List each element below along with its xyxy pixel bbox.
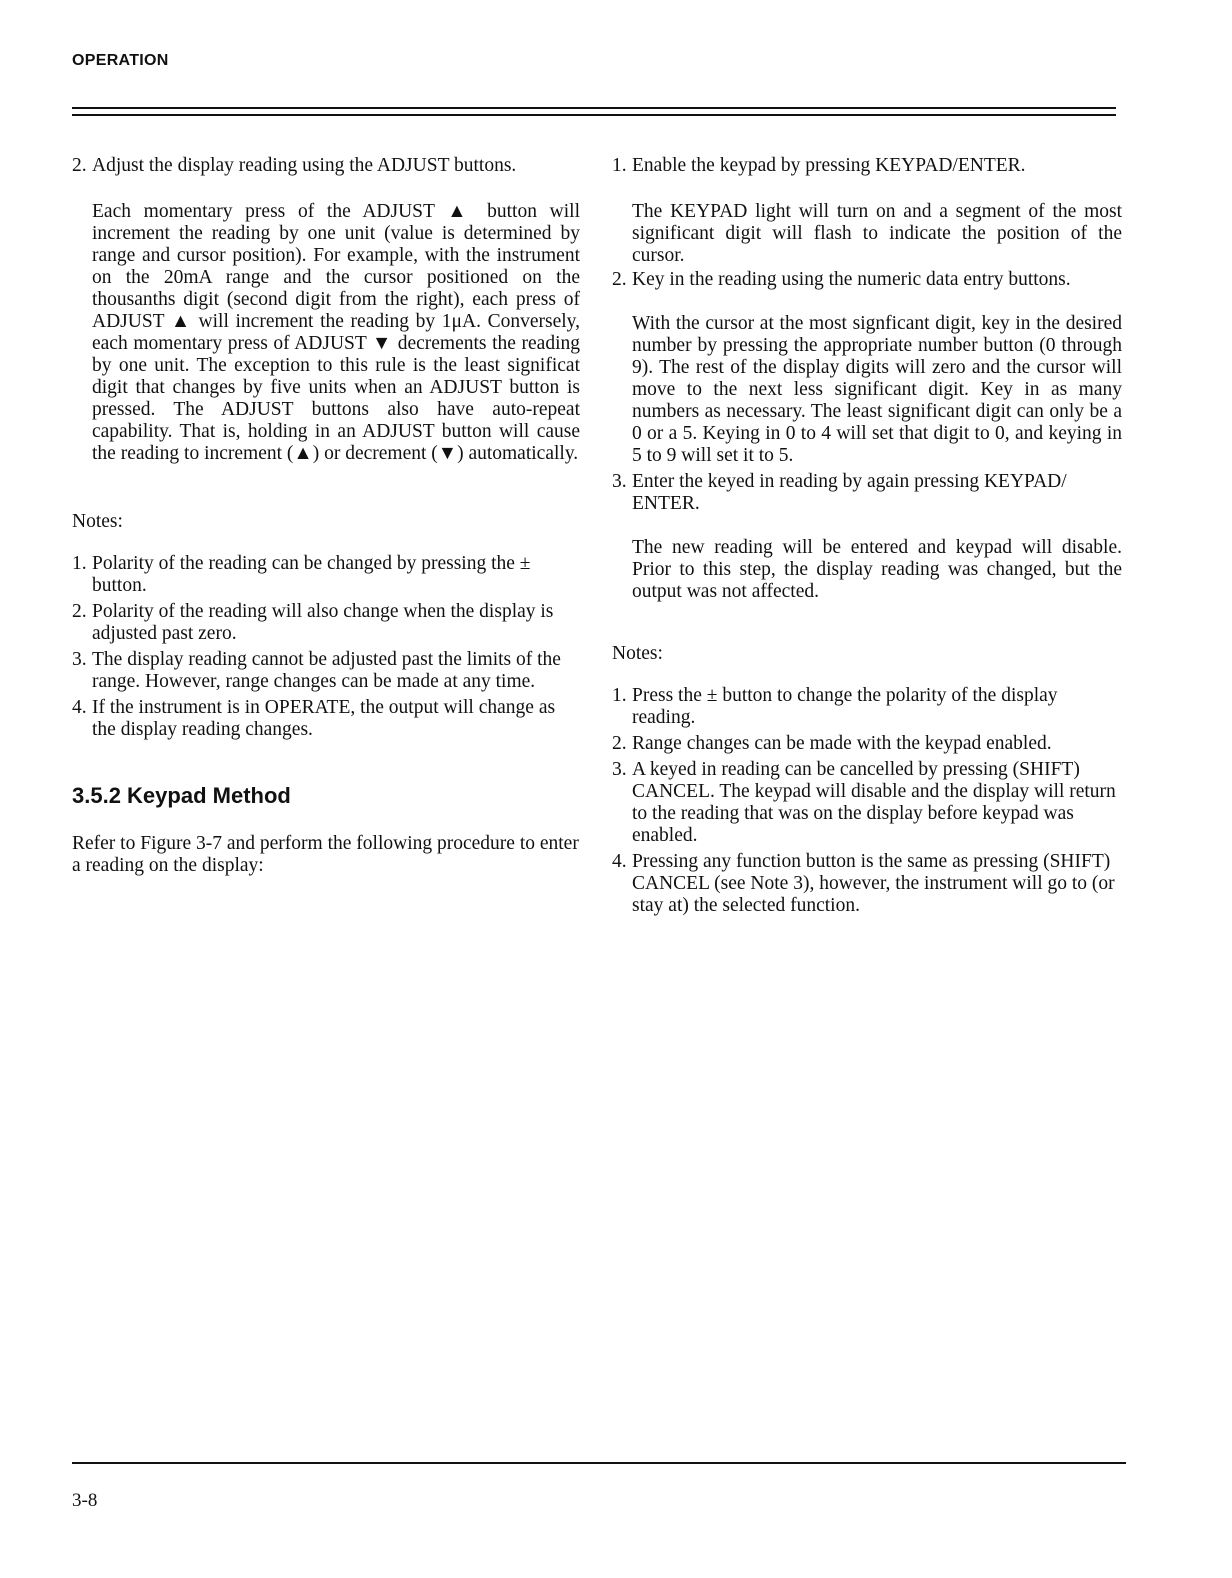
right-step-3 [612, 471, 1122, 515]
note-text: Polarity of the reading will also change when the display is adjusted past zero. [92, 601, 554, 644]
note-number: 4. [612, 851, 627, 872]
left-note-1 [72, 553, 580, 597]
step-text: Adjust the display reading using the ADJUST buttons. [92, 155, 517, 176]
left-notes-list [72, 553, 580, 741]
left-column [72, 155, 580, 877]
right-notes-list [612, 685, 1122, 917]
right-step-1-body: The KEYPAD light will turn on and a segment of the most significant digit will flash to indicate the position of the cursor. [632, 201, 1122, 266]
right-step-1 [612, 155, 1122, 177]
right-notes-label: Notes: [612, 643, 663, 664]
note-number: 4. [72, 697, 87, 718]
note-number: 1. [72, 553, 87, 574]
left-notes-label: Notes: [72, 511, 123, 532]
note-text: Pressing any function button is the same as pressing (SHIFT) CANCEL (see Note 3), however, the instrument will go to (or stay at) the selected function. [632, 851, 1115, 916]
note-text: Range changes can be made with the keypad enabled. [632, 733, 1052, 754]
right-note-3 [612, 759, 1122, 847]
step-text: Key in the reading using the numeric data entry buttons. [632, 269, 1071, 290]
note-text: The display reading cannot be adjusted past the limits of the range. However, range changes can be made at any time. [92, 649, 561, 692]
keypad-intro: Refer to Figure 3-7 and perform the following procedure to enter a reading on the display: [72, 833, 579, 876]
note-text: Polarity of the reading can be changed by pressing the ± button. [92, 553, 531, 596]
note-number: 2. [612, 733, 627, 754]
left-step-2 [72, 155, 580, 177]
left-step-2-body: Each momentary press of the ADJUST ▲ button will increment the reading by one unit (value is determined by range and cursor position). For example, with the instrument on the 20mA range and the cursor positioned on the thousanths digit (second digit from the right), each press of ADJUST ▲ will increment the reading by 1μA. Conversely, each momentary press of ADJUST ▼ decrements the reading by one unit. The exception to this rule is the least significat digit that changes by five units when an ADJUST button is pressed. The ADJUST buttons also have auto-repeat capability. That is, holding in an ADJUST button will cause the reading to increment (▲) or decrement (▼) automatically. [92, 201, 580, 464]
note-number: 1. [612, 685, 627, 706]
note-text: If the instrument is in OPERATE, the output will change as the display reading changes. [92, 697, 556, 740]
page-number: 3-8 [72, 1490, 98, 1511]
step-number: 2. [612, 269, 627, 290]
section-heading-keypad-method: 3.5.2 Keypad Method [72, 783, 291, 808]
left-note-4 [72, 697, 580, 741]
right-step-2-body: With the cursor at the most signficant digit, key in the desired number by pressing the appropriate number button (0 through 9). The rest of the display digits will zero and the cursor will move to the next less significant digit. Key in as many numbers as necessary. The least significant digit can only be a 0 or a 5. Keying in 0 to 4 will set that digit to 0, and keying in 5 to 9 will set it to 5. [632, 313, 1122, 466]
note-number: 2. [72, 601, 87, 622]
page-header-label: OPERATION [72, 52, 169, 69]
step-text: Enable the keypad by pressing KEYPAD/ENTER. [632, 155, 1026, 176]
step-text: Enter the keyed in reading by again pressing KEYPAD/ ENTER. [632, 471, 1067, 514]
right-step-3-body: The new reading will be entered and keypad will disable. Prior to this step, the display reading was changed, but the output was not affected. [632, 537, 1122, 602]
right-note-4 [612, 851, 1122, 917]
left-note-3 [72, 649, 580, 693]
right-step-2 [612, 269, 1122, 291]
left-note-2 [72, 601, 580, 645]
right-note-1 [612, 685, 1122, 729]
right-column [612, 155, 1122, 921]
note-text: Press the ± button to change the polarity of the display reading. [632, 685, 1058, 728]
note-number: 3. [72, 649, 87, 670]
step-number: 2. [72, 155, 87, 176]
note-text: A keyed in reading can be cancelled by pressing (SHIFT) CANCEL. The keypad will disable and the display will return to the reading that was on the display before keypad was enabled. [632, 759, 1116, 846]
header-rule-lower [72, 114, 1116, 116]
note-number: 3. [612, 759, 627, 780]
footer-rule [72, 1462, 1126, 1464]
right-note-2 [612, 733, 1122, 755]
step-number: 3. [612, 471, 627, 492]
header-rule-upper [72, 107, 1116, 109]
step-number: 1. [612, 155, 627, 176]
